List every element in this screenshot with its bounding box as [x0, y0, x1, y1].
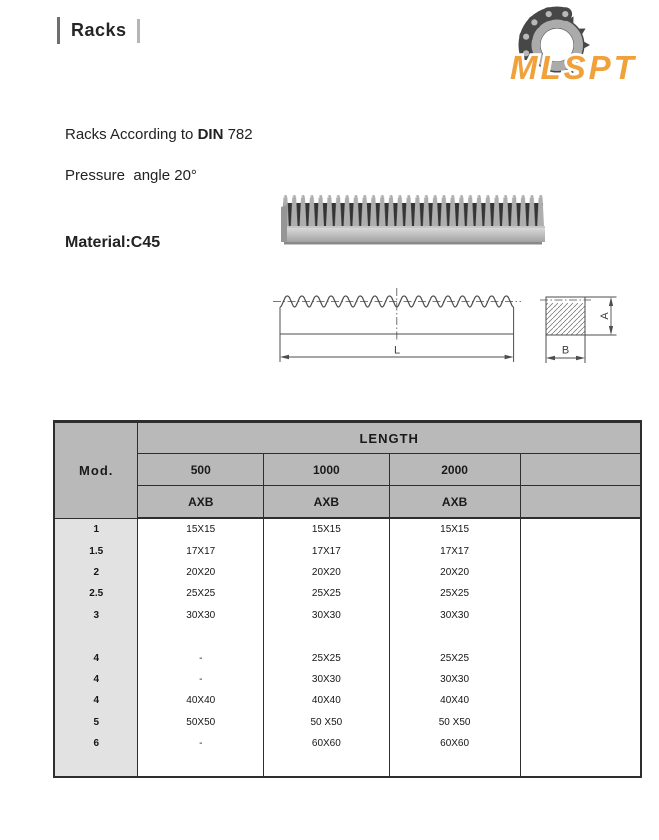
axb-value: 20X20 [138, 562, 264, 583]
axb-value: 17X17 [138, 540, 264, 561]
empty-cell [520, 669, 641, 690]
axb-value: - [138, 647, 264, 668]
axb-value: - [138, 669, 264, 690]
axb-value: 20X20 [264, 562, 390, 583]
axb-value: 20X20 [389, 562, 520, 583]
axb-value: 50 X50 [389, 712, 520, 733]
dimension-label-height: A [598, 312, 611, 320]
table-row [54, 562, 641, 583]
empty-cell [520, 647, 641, 668]
mod-value: 6 [54, 733, 138, 754]
axb-value: 30X30 [264, 605, 390, 626]
table-row [54, 690, 641, 711]
dimension-label-length: L [393, 344, 401, 357]
axb-value: 15X15 [389, 518, 520, 540]
axb-value: 40X40 [138, 690, 264, 711]
din-bold: DIN [197, 126, 224, 143]
mod-value: 2 [54, 562, 138, 583]
mod-value: 1 [54, 518, 138, 540]
brand-logo [500, 5, 652, 87]
axb-value: 30X30 [264, 669, 390, 690]
empty-cell [520, 518, 641, 540]
racks-size-table [53, 420, 642, 778]
din-suffix: 782 [223, 126, 253, 143]
col-header-empty [520, 454, 641, 486]
mod-value: 1.5 [54, 540, 138, 561]
table-row [54, 712, 641, 733]
empty-cell [520, 562, 641, 583]
axb-value: 60X60 [264, 733, 390, 754]
mod-value: 5 [54, 712, 138, 733]
rack-dimension-drawing [258, 283, 648, 368]
din-standard-line [65, 126, 253, 143]
col-header-2000: 2000 [389, 454, 520, 486]
axb-value: 15X15 [264, 518, 390, 540]
empty-cell [520, 540, 641, 561]
axb-value: 40X40 [389, 690, 520, 711]
mod-value: 3 [54, 605, 138, 626]
mod-value: 4 [54, 647, 138, 668]
axb-value: 25X25 [138, 583, 264, 604]
axb-header-500: AXB [138, 486, 264, 519]
mod-value: 4 [54, 690, 138, 711]
axb-value: 30X30 [389, 669, 520, 690]
title-rule-right [137, 19, 140, 43]
empty-cell [520, 605, 641, 626]
material-line: Material:C45 [65, 234, 161, 251]
axb-value: 40X40 [264, 690, 390, 711]
axb-value: 17X17 [264, 540, 390, 561]
page-title-block [57, 17, 140, 44]
pressure-angle-line: Pressure angle 20° [65, 167, 197, 184]
page-title: Racks [71, 20, 127, 40]
table-row-spacer [54, 626, 641, 647]
axb-value: 25X25 [389, 583, 520, 604]
col-header-500: 500 [138, 454, 264, 486]
axb-header-1000: AXB [264, 486, 390, 519]
rack-photo [281, 195, 545, 248]
empty-cell [520, 690, 641, 711]
axb-value: 60X60 [389, 733, 520, 754]
table-row [54, 583, 641, 604]
dimension-label-width: B [561, 344, 570, 357]
axb-value: 25X25 [264, 583, 390, 604]
table-row-filler [54, 754, 641, 777]
brand-name: MLSPT [510, 49, 637, 86]
mod-value: 4 [54, 669, 138, 690]
table-row [54, 518, 641, 540]
mod-value: 2.5 [54, 583, 138, 604]
axb-value: 25X25 [389, 647, 520, 668]
table-row [54, 540, 641, 561]
axb-header-empty [520, 486, 641, 519]
axb-value: - [138, 733, 264, 754]
axb-value: 17X17 [389, 540, 520, 561]
axb-value: 50X50 [138, 712, 264, 733]
table-row [54, 669, 641, 690]
table-row [54, 733, 641, 754]
col-header-mod: Mod. [54, 422, 138, 519]
empty-cell [520, 583, 641, 604]
empty-cell [520, 712, 641, 733]
table-row [54, 605, 641, 626]
empty-cell [520, 733, 641, 754]
table-row [54, 647, 641, 668]
axb-value: 30X30 [138, 605, 264, 626]
axb-header-2000: AXB [389, 486, 520, 519]
col-header-length: LENGTH [138, 422, 641, 454]
col-header-1000: 1000 [264, 454, 390, 486]
axb-value: 50 X50 [264, 712, 390, 733]
axb-value: 25X25 [264, 647, 390, 668]
axb-value: 30X30 [389, 605, 520, 626]
din-prefix: Racks According to [65, 126, 198, 143]
axb-value: 15X15 [138, 518, 264, 540]
